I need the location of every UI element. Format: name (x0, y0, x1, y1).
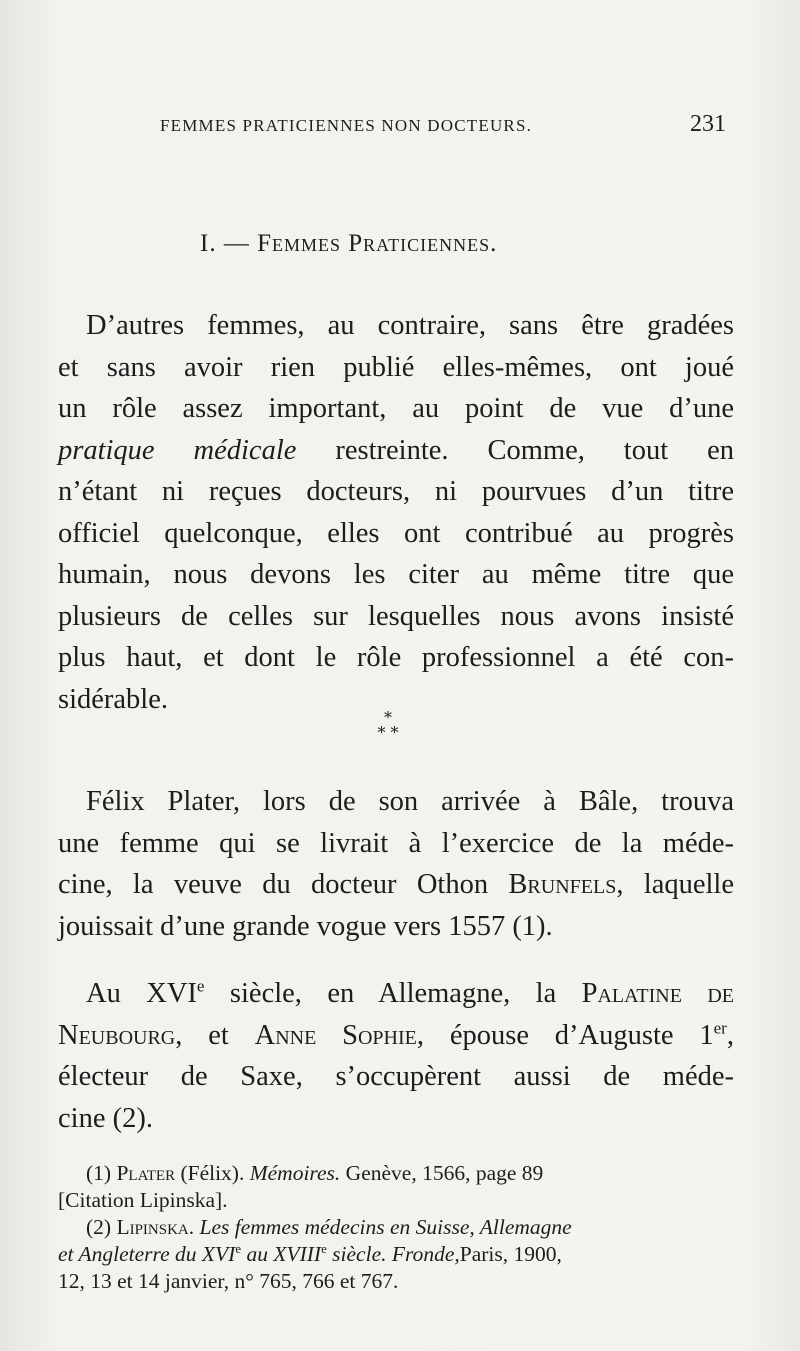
text-line: plusieurs de celles sur lesquelles nous avons insisté (58, 600, 734, 632)
text-line: officiel quelconque, elles ont contribué au progrès (58, 517, 734, 549)
running-title: FEMMES PRATICIENNES NON DOCTEURS. (160, 116, 533, 135)
text-line: un rôle assez important, au point de vue d’une (58, 393, 734, 424)
text-line: cine, la veuve du docteur Othon Brunfels, laquelle (58, 869, 735, 900)
section-title: Femmes Praticiennes. (257, 230, 498, 257)
text-line: sidérable. (58, 683, 168, 715)
text-line: humain, nous devons les citer au même titre que (58, 559, 734, 590)
page-number: 231 (690, 111, 726, 137)
running-header (160, 111, 740, 137)
author-name: Lipinska. (116, 1215, 195, 1239)
person-name: Brunfels (508, 869, 617, 900)
section-number: I. — (200, 230, 250, 257)
work-title: Les femmes médecins en Suisse, Allemagne (199, 1215, 572, 1239)
paragraph-2 (58, 781, 734, 947)
text-line: cine (2). (58, 1102, 153, 1134)
person-name: Anne Sophie (254, 1019, 417, 1051)
paragraph-1 (58, 305, 734, 720)
asterism-separator: * * * (377, 708, 399, 742)
footnote-2: (2) Lipinska. Les femmes médecins en Suisse, Allemagne (86, 1215, 572, 1239)
text-line: une femme qui se livrait à l’exercice de la méde- (58, 827, 734, 859)
footnote-1: (1) Plater (Félix). Mémoires. Genève, 1566, page 89 (86, 1161, 544, 1185)
text-line: pratique médicale restreinte. Comme, tout en (58, 434, 735, 466)
journal-title: Fronde, (391, 1242, 460, 1266)
text-line: plus haut, et dont le rôle professionnel a été con- (58, 642, 734, 673)
italic-phrase: pratique médicale (58, 434, 297, 466)
text-line: jouissait d’une grande vogue vers 1557 (1). (58, 910, 553, 942)
work-title: Mémoires. (249, 1161, 341, 1185)
person-name: Palatine de (581, 978, 734, 1009)
paragraph-3 (58, 973, 734, 1139)
text-line: Au XVIe siècle, en Allemagne, la Palatine de (86, 976, 734, 1009)
text-line: Félix Plater, lors de son arrivée à Bâle, trouva (86, 786, 734, 817)
footnote-2-continued: 12, 13 et 14 janvier, n° 765, 766 et 767. (58, 1269, 399, 1293)
text-line: n’étant ni reçues docteurs, ni pourvues d’un titre (58, 476, 734, 507)
footnote-1-continued: [Citation Lipinska]. (58, 1188, 228, 1212)
footnotes (58, 1160, 738, 1295)
text-line: D’autres femmes, au contraire, sans être gradées (86, 310, 734, 341)
text-line: et sans avoir rien publié elles-mêmes, ont joué (58, 351, 734, 383)
person-name: Neubourg (58, 1019, 176, 1051)
footnote-2-continued: et Angleterre du XVIe au XVIIIe siècle. Fronde,Paris, 1900, (58, 1241, 562, 1266)
author-name: Plater (116, 1161, 176, 1185)
text-line: Neubourg, et Anne Sophie, épouse d’Auguste 1er, (58, 1018, 734, 1051)
text-line: électeur de Saxe, s’occupèrent aussi de méde- (58, 1061, 734, 1092)
section-heading (200, 230, 497, 258)
